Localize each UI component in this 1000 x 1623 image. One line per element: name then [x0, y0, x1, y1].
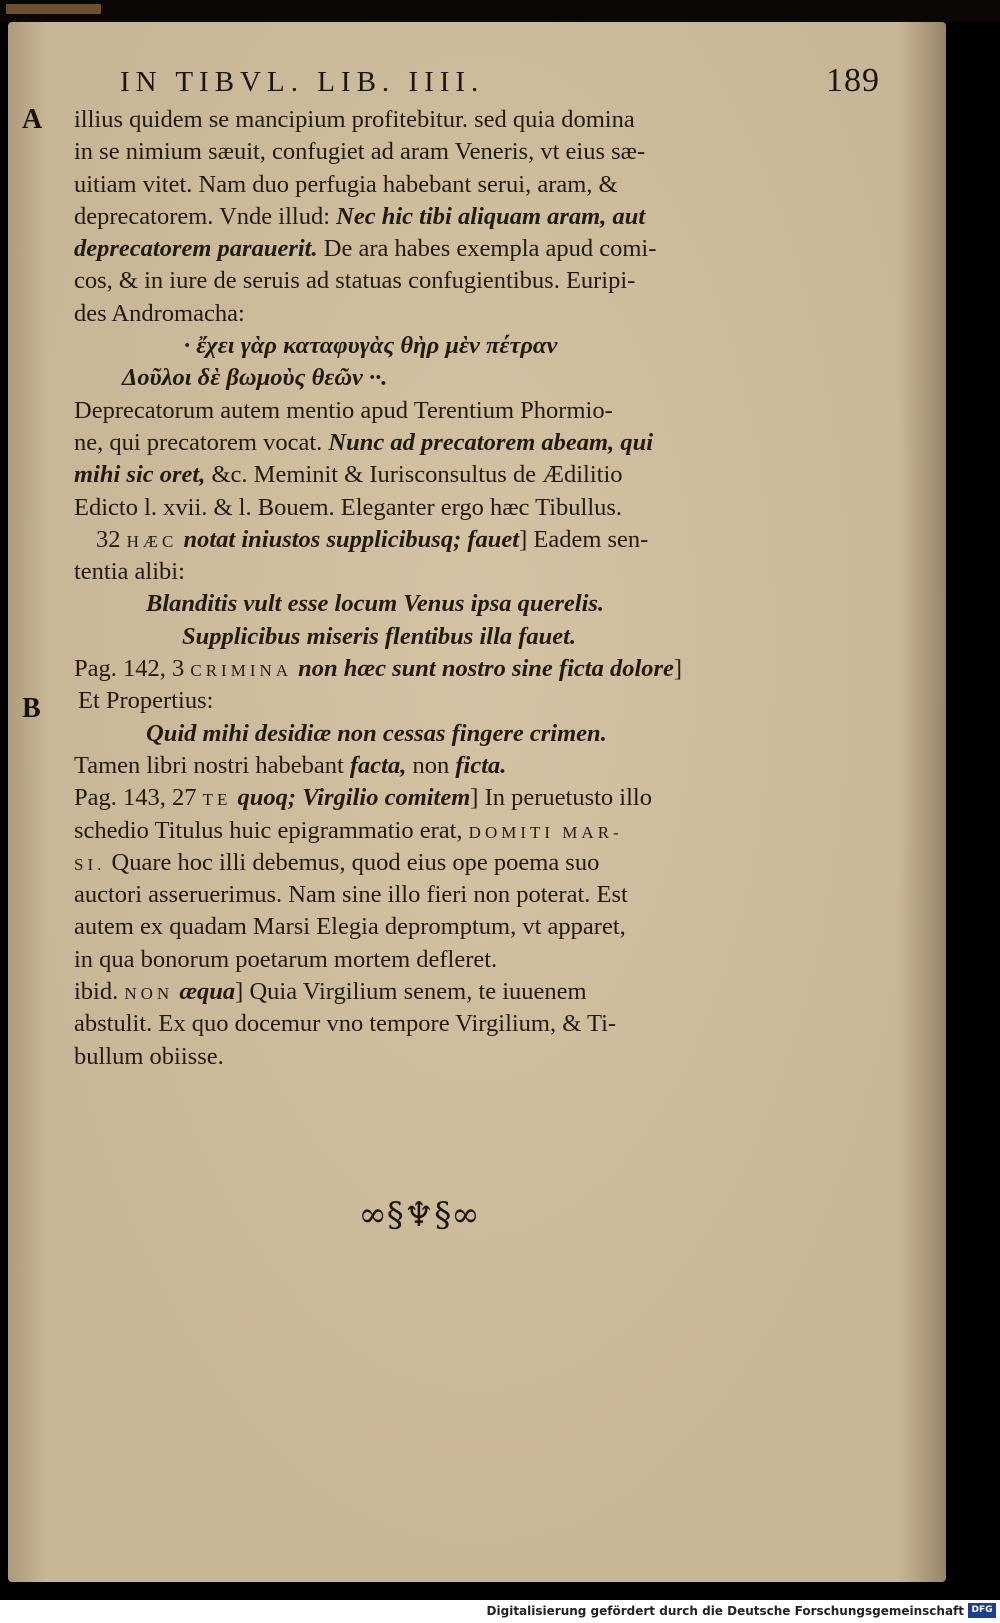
text-run: non	[406, 751, 456, 779]
text-line	[74, 201, 774, 233]
text-run: in qua bonorum poetarum mortem defleret.	[74, 945, 498, 973]
text-run: NON	[124, 984, 174, 1004]
text-run: mihi sic oret,	[74, 461, 206, 489]
text-run: ibid.	[74, 978, 125, 1006]
text-line	[74, 556, 774, 588]
text-line	[74, 362, 774, 394]
text-run: TE	[202, 790, 232, 810]
text-line	[74, 104, 774, 136]
running-title: IN TIBVL. LIB. IIII.	[120, 66, 485, 98]
funding-credit: Digitalisierung gefördert durch die Deutsche Forschungsgemeinschaft	[486, 1604, 964, 1618]
text-run: tentia alibi:	[74, 558, 185, 586]
text-run: quoq; Virgilio comitem	[231, 784, 471, 812]
text-run: 32	[96, 525, 127, 553]
text-line	[74, 653, 774, 685]
text-run: DOMITI MAR-	[468, 822, 623, 842]
text-run: Tamen libri nostri habebant	[74, 751, 350, 779]
body-text	[74, 104, 774, 1073]
text-run: Pag. 143, 27	[74, 784, 203, 812]
text-run: Quid mihi desidiæ non cessas fingere crimen.	[146, 719, 607, 747]
page-number: 189	[826, 62, 880, 99]
text-run: bullum obiisse.	[74, 1042, 224, 1070]
text-run: HÆC	[126, 531, 178, 551]
text-run: Δοῦλοι δὲ βωμοὺς θεῶν ··.	[122, 364, 388, 392]
text-run: SI.	[74, 854, 106, 874]
text-line	[74, 879, 774, 911]
text-line	[74, 911, 774, 943]
text-run: Blanditis vult esse locum Venus ipsa querelis.	[146, 590, 605, 618]
text-line	[74, 395, 774, 427]
text-line	[74, 233, 774, 265]
text-run: des Andromacha:	[74, 299, 245, 327]
text-run: uitiam vitet. Nam duo perfugia habebant serui, aram, &	[74, 170, 618, 198]
text-run: Et Propertius:	[78, 687, 214, 715]
text-line	[74, 976, 774, 1008]
text-line	[74, 944, 774, 976]
text-run: &c. Meminit & Iurisconsultus de Ædilitio	[205, 461, 623, 489]
text-line	[74, 750, 774, 782]
text-run: De ara habes exempla apud comi-	[317, 235, 657, 263]
text-line	[74, 847, 774, 879]
text-run: Nunc ad precatorem abeam, qui	[328, 428, 654, 456]
digitization-footer	[0, 1600, 1000, 1623]
dfg-logo: DFG	[968, 1603, 996, 1618]
text-line	[74, 1008, 774, 1040]
text-run: auctori asseruerimus. Nam sine illo fieri non poterat. Est	[74, 881, 628, 909]
text-line	[74, 136, 774, 168]
text-line	[74, 524, 774, 556]
text-run: æqua	[173, 978, 236, 1006]
text-line	[74, 330, 774, 362]
text-run: in se nimium sæuit, confugiet ad aram Veneris, vt eius sæ-	[74, 138, 646, 166]
text-run: cos, & in iure de seruis ad statuas confugientibus. Euripi-	[74, 267, 636, 295]
text-run: ficta.	[455, 751, 507, 779]
text-line	[74, 685, 774, 717]
text-line	[74, 782, 774, 814]
tailpiece-ornament: ∞§♆§∞	[358, 1195, 480, 1235]
text-run: schedio Titulus huic epigrammatio erat,	[74, 816, 469, 844]
text-run: deprecatorem parauerit.	[74, 235, 318, 263]
margin-letter-a: A	[22, 104, 43, 135]
text-line	[74, 621, 774, 653]
text-line	[74, 588, 774, 620]
text-line	[74, 815, 774, 847]
margin-letter-b: B	[22, 693, 41, 724]
text-run: ]	[673, 655, 683, 683]
text-run: CRIMINA	[190, 661, 293, 681]
text-run: Nec hic tibi aliquam aram, aut	[336, 202, 646, 230]
text-line	[74, 427, 774, 459]
text-line	[74, 459, 774, 491]
text-line	[74, 1041, 774, 1073]
text-run: Pag. 142, 3	[74, 655, 191, 683]
text-run: · ἔχει γὰρ καταφυγὰς θὴρ μὲν πέτραν	[184, 332, 558, 360]
scan-top-edge	[0, 0, 1000, 22]
previous-page-fragment	[6, 4, 101, 14]
text-run: Deprecatorum autem mentio apud Terentium Phormio-	[74, 396, 613, 424]
text-line	[74, 298, 774, 330]
text-run: ] Quia Virgilium senem, te iuuenem	[235, 978, 587, 1006]
text-run: non hæc sunt nostro sine ficta dolore	[292, 655, 674, 683]
text-line	[74, 169, 774, 201]
text-run: Quare hoc illi debemus, quod eius ope poema suo	[105, 848, 600, 876]
text-run: Edicto l. xvii. & l. Bouem. Eleganter ergo hæc Tibullus.	[74, 493, 623, 521]
text-line	[74, 265, 774, 297]
text-run: deprecatorem. Vnde illud:	[74, 202, 337, 230]
text-line	[74, 492, 774, 524]
text-run: facta,	[349, 751, 407, 779]
text-run: ] In peruetusto illo	[470, 784, 652, 812]
text-run: ] Eadem sen-	[519, 525, 649, 553]
text-run: abstulit. Ex quo docemur vno tempore Virgilium, & Ti-	[74, 1010, 617, 1038]
text-run: notat iniustos supplicibusq; fauet	[177, 525, 520, 553]
text-run: illius quidem se mancipium profitebitur. sed quia domina	[74, 106, 635, 133]
text-run: Supplicibus miseris flentibus illa fauet.	[182, 622, 577, 650]
text-line	[74, 718, 774, 750]
text-run: ne, qui precatorem vocat.	[74, 428, 329, 456]
text-run: autem ex quadam Marsi Elegia depromptum, vt apparet,	[74, 913, 626, 941]
